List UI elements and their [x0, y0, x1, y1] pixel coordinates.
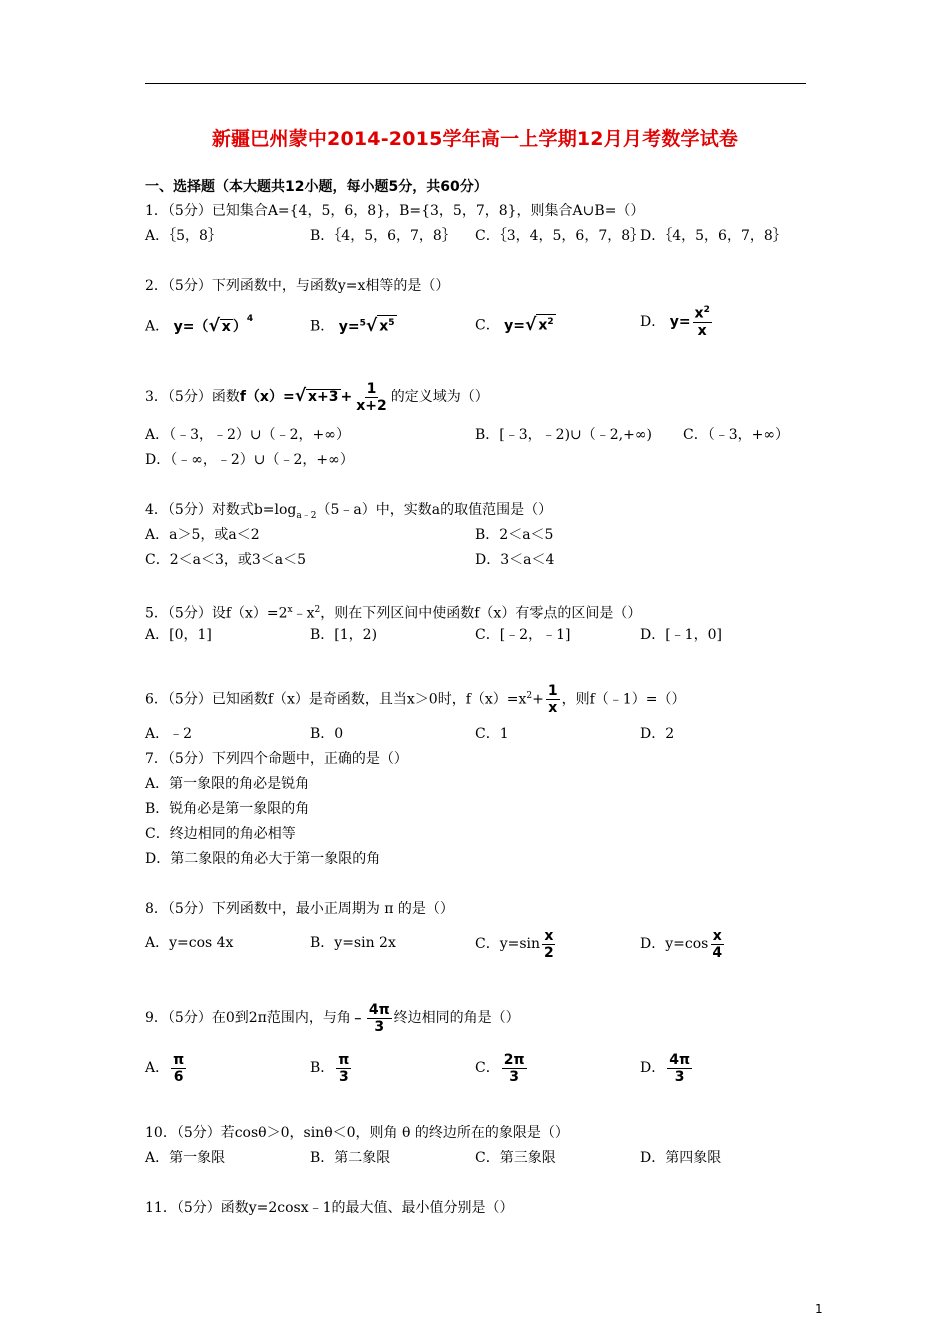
question-1: 1．（5分）已知集合A={4，5，6，8}，B={3，5，7，8}，则集合A∪B=（）	[145, 203, 645, 219]
question-2: 2．（5分）下列函数中，与函数y=x相等的是（）	[145, 278, 450, 294]
q5-option-b: B．[1，2)	[310, 627, 378, 643]
question-6: 6．（5分）已知函数f（x）是奇函数，且当x＞0时，$f(x)=x^2+$ $\frac{1}{x}$ ，则f（﹣1）=（）	[145, 683, 686, 717]
q4-option-a: A．a＞5，或a＜2	[145, 527, 260, 543]
q10-option-d: D．第四象限	[640, 1150, 722, 1166]
q2-a-expr: y=（√ x ）$^4$	[173, 314, 254, 336]
q3-option-c: C．（﹣3，+∞）	[683, 427, 790, 443]
q1-option-a: A．｛5，8｝	[145, 228, 222, 244]
q9-option-c: C． $\frac{2\pi}{3}$	[475, 1051, 525, 1085]
q6-option-b: B．0	[310, 726, 344, 742]
q7-option-c: C．终边相同的角必相等	[145, 826, 296, 842]
q2-option-c	[475, 314, 556, 335]
q3-option-b: B．[﹣3，﹣2)∪（﹣2,+∞)	[475, 427, 652, 443]
q10-option-c: C．第三象限	[475, 1150, 556, 1166]
q3-option-d: D．（﹣∞，﹣2）∪（﹣2，+∞）	[145, 452, 354, 468]
q5-option-a: A．[0，1]	[145, 627, 212, 643]
q9-option-d: D． $\frac{4\pi}{3}$	[640, 1051, 691, 1085]
q8-option-d: D．y=cos $\frac{x}{4}$	[640, 927, 723, 961]
q2-option-a	[145, 314, 253, 336]
header-rule	[145, 83, 806, 84]
q7-option-b: B．锐角必是第一象限的角	[145, 801, 310, 817]
q2-option-b	[310, 314, 397, 336]
q2-d-label: D．	[640, 314, 666, 330]
q4-option-c: C．2＜a＜3，或3＜a＜5	[145, 552, 307, 568]
page-number: 1	[815, 1302, 823, 1316]
question-10: 10．（5分）若cosθ＞0，sinθ＜0，则角 θ 的终边所在的象限是（）	[145, 1125, 569, 1141]
question-9: 9．（5分）在0到2π范围内，与角﹣ $\frac{4\pi}{3}$ 终边相同的角是（）	[145, 1001, 520, 1035]
q5-option-c: C．[﹣2，﹣1]	[475, 627, 571, 643]
q3-expr: f（x）=√ x+3 + $\frac{1}{x+2}$	[239, 380, 387, 414]
q2-b-label: B．	[310, 318, 335, 335]
q6-option-a: A．﹣2	[145, 726, 193, 742]
question-3: 3．（5分）函数f（x）=√ x+3 + $\frac{1}{x+2}$ 的定义域为（）	[145, 380, 489, 414]
q6-option-d: D．2	[640, 726, 675, 742]
q2-b-expr: y=$^5$√ $x^5$	[338, 315, 395, 336]
q8-option-b: B．y=sin 2x	[310, 935, 396, 951]
q8-option-a: A．y=cos 4x	[145, 935, 234, 951]
q7-option-a: A．第一象限的角必是锐角	[145, 776, 310, 792]
q3-option-a: A．（﹣3，﹣2）∪（﹣2，+∞）	[145, 427, 350, 443]
q1-option-c: C．｛3，4，5，6，7，8｝	[475, 228, 645, 244]
page-title: 新疆巴州蒙中2014-2015学年高一上学期12月月考数学试卷	[211, 128, 739, 150]
q5-option-d: D．[﹣1，0]	[640, 627, 722, 643]
q2-a-label: A．	[145, 318, 170, 335]
q2-c-expr: y=√ $x^2$	[504, 314, 554, 335]
question-8: 8．（5分）下列函数中，最小正周期为 π 的是（）	[145, 901, 454, 917]
question-7: 7．（5分）下列四个命题中，正确的是（）	[145, 751, 408, 767]
question-5: 5．（5分）设$f(x)=2^x﹣x^2$，则在下列区间中使函数f（x）有零点的区间是（）	[145, 605, 642, 622]
q4-option-d: D．3＜a＜4	[475, 552, 555, 568]
q10-option-a: A．第一象限	[145, 1150, 226, 1166]
q9-option-b: B． $\frac{\pi}{3}$	[310, 1051, 350, 1085]
q2-c-label: C．	[475, 317, 500, 334]
q7-option-d: D．第二象限的角必大于第一象限的角	[145, 851, 381, 867]
question-11: 11．（5分）函数y=2cosx﹣1的最大值、最小值分别是（）	[145, 1200, 514, 1216]
q2-option-d	[640, 300, 714, 344]
q2-d-expr: y= $\frac{x^2}{x}$	[669, 305, 710, 339]
section-heading: 一、选择题（本大题共12小题，每小题5分，共60分）	[145, 179, 488, 195]
q9-option-a: A． $\frac{\pi}{6}$	[145, 1051, 185, 1085]
q1-option-d: D．｛4，5，6，7，8｝	[640, 228, 787, 244]
question-4: 4．（5分）对数式$b=\log_{a﹣2}(5﹣a)$中，实数a的取值范围是（）	[145, 502, 553, 521]
q6-option-c: C．1	[475, 726, 509, 742]
q4-option-b: B．2＜a＜5	[475, 527, 554, 543]
q1-option-b: B．｛4，5，6，7，8｝	[310, 228, 456, 244]
q10-option-b: B．第二象限	[310, 1150, 391, 1166]
q8-option-c: C．y=sin $\frac{x}{2}$	[475, 927, 554, 961]
